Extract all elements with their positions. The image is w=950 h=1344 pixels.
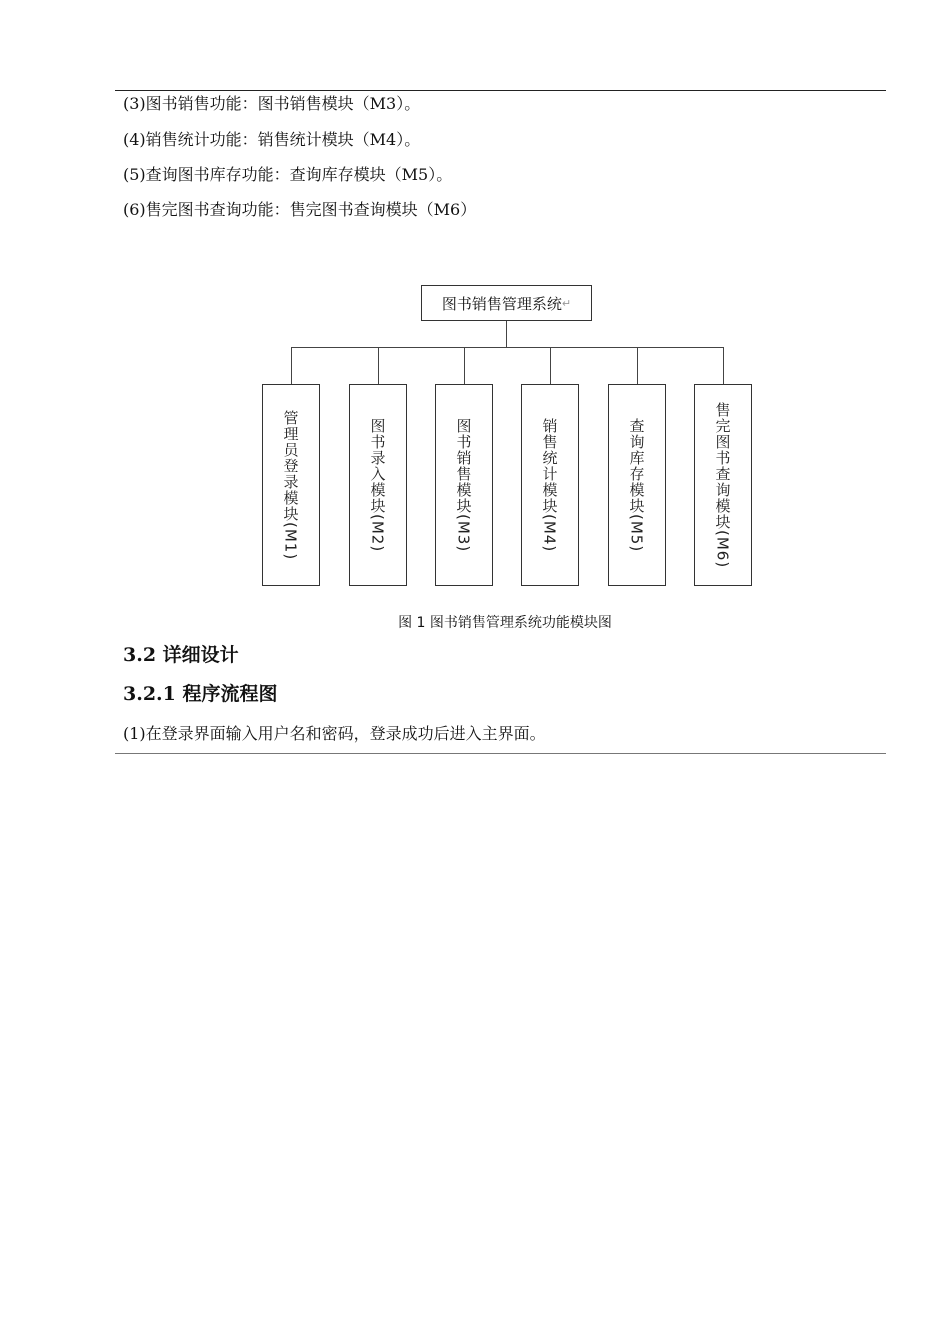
footer-rule xyxy=(115,753,886,754)
module-box-m3 xyxy=(435,384,493,586)
module-connector xyxy=(550,347,551,384)
paragraph-line-4: (4)销售统计功能：销售统计模块（M4）。 xyxy=(123,130,421,149)
module-connector xyxy=(723,347,724,384)
module-label-m2: 图书录入模块(M2) xyxy=(368,417,387,553)
module-label-m6: 售完图书查询模块(M6) xyxy=(713,401,732,569)
paragraph-line-3: (3)图书销售功能：图书销售模块（M3）。 xyxy=(123,94,421,113)
module-diagram xyxy=(250,280,760,631)
module-label-m1: 管理员登录模块(M1) xyxy=(281,409,300,561)
module-box-m5 xyxy=(608,384,666,586)
paragraph-line-5: (5)查询图书库存功能：查询库存模块（M5）。 xyxy=(123,165,453,184)
root-connector xyxy=(506,321,507,347)
section-heading: 3.2 详细设计 xyxy=(123,644,239,666)
figure-caption: 图 1 图书销售管理系统功能模块图 xyxy=(398,615,612,631)
diagram-root-label: 图书销售管理系统 xyxy=(441,294,562,313)
module-box-m1 xyxy=(262,384,320,586)
subsection-heading: 3.2.1 程序流程图 xyxy=(123,683,278,705)
module-box-m4 xyxy=(521,384,579,586)
module-connector xyxy=(637,347,638,384)
header-rule xyxy=(115,90,886,91)
diagram-root-box: 图书销售管理系统 ↵ xyxy=(421,285,592,321)
module-box-m6 xyxy=(694,384,752,586)
paragraph-line-1: (1)在登录界面输入用户名和密码，登录成功后进入主界面。 xyxy=(123,724,546,743)
module-label-m5: 查询库存模块(M5) xyxy=(627,417,646,553)
module-connector xyxy=(378,347,379,384)
paragraph-line-6: (6)售完图书查询功能：售完图书查询模块（M6） xyxy=(123,200,477,219)
module-box-m2 xyxy=(349,384,407,586)
module-label-m3: 图书销售模块(M3) xyxy=(454,417,473,553)
module-connector xyxy=(464,347,465,384)
module-connector xyxy=(291,347,292,384)
module-label-m4: 销售统计模块(M4) xyxy=(540,417,559,553)
horizontal-connector xyxy=(291,347,724,348)
